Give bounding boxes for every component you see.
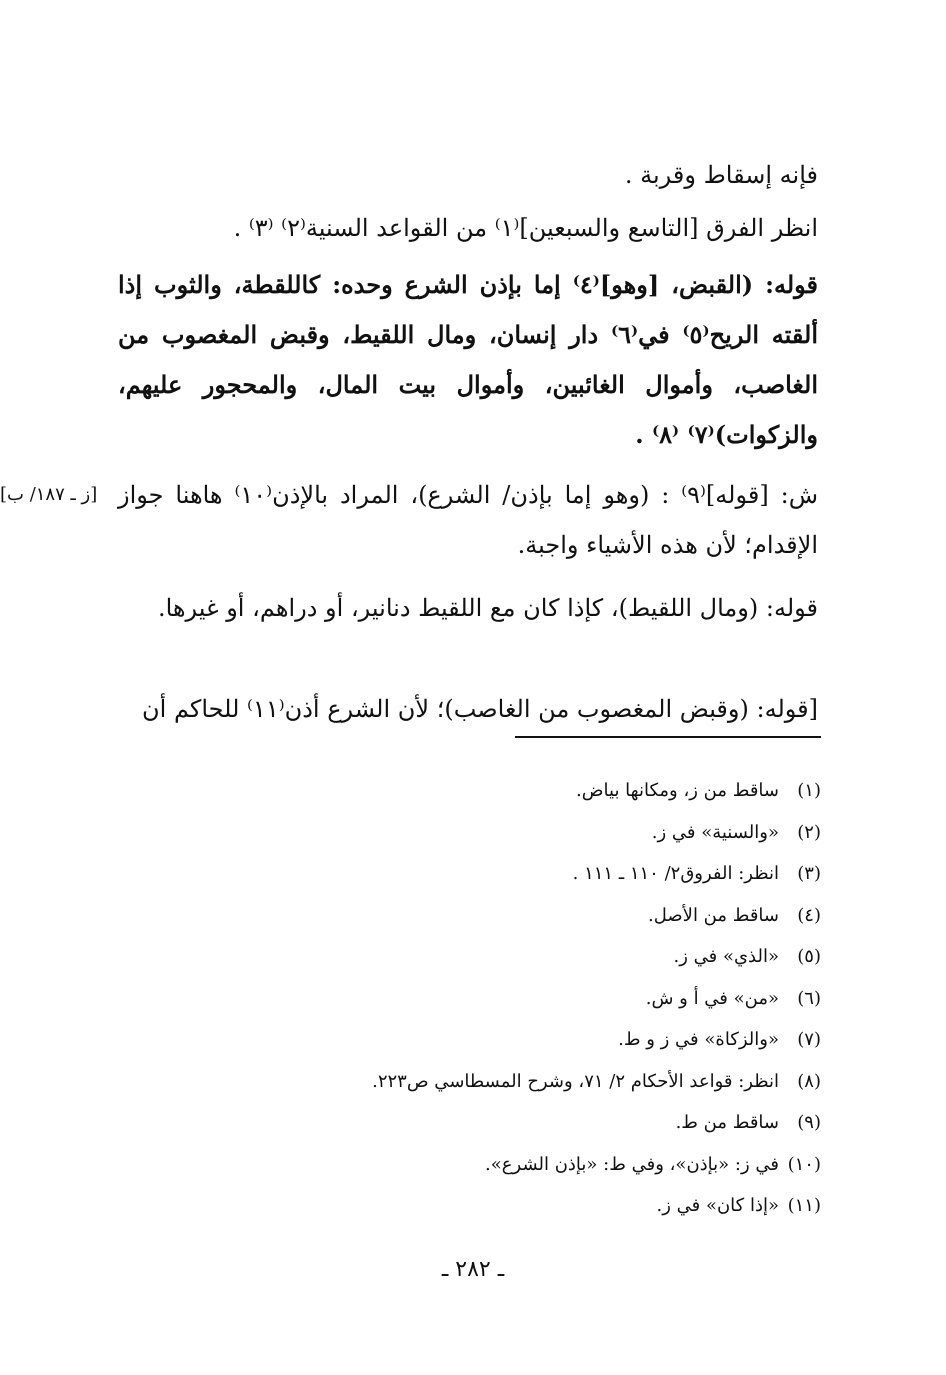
footnote-number: (٨)	[797, 1070, 821, 1092]
footnote-text: «الذي» في ز.	[673, 946, 779, 967]
footnote-item	[121, 978, 821, 1020]
footnote-text: انظر: قواعد الأحكام ٢/ ٧١، وشرح المسطاسي ص٢٢٣.	[372, 1070, 779, 1092]
footnote-number: (٧)	[797, 1029, 821, 1050]
footnote-number: (١)	[797, 780, 821, 801]
margin-manuscript-reference: [ز ـ ١٨٧/ ب]	[0, 484, 98, 505]
footnote-number: (١١)	[787, 1195, 821, 1216]
footnote-item	[121, 936, 821, 978]
footnotes-list	[121, 770, 821, 1227]
footnote-number: (٥)	[797, 946, 821, 967]
paragraph-1: فإنه إسقاط وقربة .	[624, 161, 818, 189]
footnote-text: «والزكاة» في ز و ط.	[618, 1029, 779, 1050]
footnote-number: (٩)	[797, 1112, 821, 1133]
footnote-number: (٦)	[797, 987, 821, 1009]
page-number: ـ ٢٨٢ ـ	[441, 1257, 505, 1282]
footnote-item	[121, 1061, 821, 1103]
footnote-text: ساقط من ط.	[675, 1112, 779, 1133]
footnote-item	[121, 853, 821, 895]
footnote-text: انظر: الفروق٢/ ١١٠ ـ ١١١ .	[572, 863, 779, 884]
footnote-item	[121, 895, 821, 937]
paragraph-6: [قوله: (وقبض المغصوب من الغاصب)؛ لأن الشرع أذن⁽١١⁾ للحاكم أن	[142, 695, 818, 723]
footnote-text: «والسنية» في ز.	[651, 821, 779, 843]
footnote-number: (٤)	[797, 904, 821, 926]
footnote-text: ساقط من الأصل.	[648, 904, 779, 926]
footnote-divider	[515, 736, 821, 738]
footnote-item	[121, 1144, 821, 1186]
footnote-text: في ز: «بإذن»، وفي ط: «بإذن الشرع».	[485, 1153, 779, 1175]
footnote-text: ساقط من ز، ومكانها بياض.	[576, 780, 779, 801]
footnote-number: (٣)	[797, 863, 821, 884]
footnote-item	[121, 1019, 821, 1061]
paragraph-2: انظر الفرق [التاسع والسبعين]⁽١⁾ من القواعد السنية⁽٢⁾ ⁽٣⁾ .	[233, 214, 818, 242]
footnote-number: (٢)	[797, 821, 821, 843]
footnote-text: «من» في أ و ش.	[645, 987, 779, 1009]
footnote-text: «إذا كان» في ز.	[656, 1195, 779, 1216]
paragraph-4-commentary: ش: [قوله]⁽٩⁾ : (وهو إما بإذن/ الشرع)، المراد بالإذن⁽١٠⁾ هاهنا جواز الإقدام؛ لأن هذه الأشياء واجبة.	[118, 481, 818, 559]
footnote-item	[121, 1102, 821, 1144]
paragraph-3-quote: قوله: (القبض، [وهو]⁽٤⁾ إما بإذن الشرع وحده: كاللقطة، والثوب إذا ألقته الريح⁽٥⁾ في⁽٦⁾ دار إنسان، ومال اللقيط، وقبض المغصوب من الغاصب، وأموال الغائبين، وأموال بيت المال، والمحجور عليهم، والزكوات)⁽٧⁾ ⁽٨⁾ .	[118, 270, 818, 449]
footnote-number: (١٠)	[787, 1153, 821, 1175]
paragraph-5: قوله: (ومال اللقيط)، كإذا كان مع اللقيط دنانير، أو دراهم، أو غيرها.	[157, 594, 818, 622]
footnote-item	[121, 812, 821, 854]
footnote-item	[121, 1185, 821, 1227]
footnote-item	[121, 770, 821, 812]
